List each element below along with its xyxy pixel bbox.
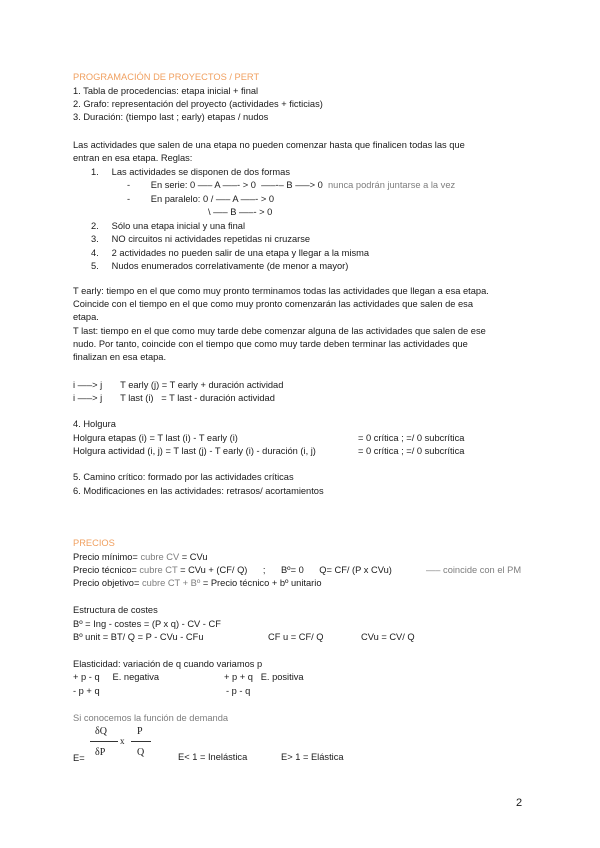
precio-objetivo-formula: = Precio técnico + bº unitario [200,578,322,588]
formula-e-label: E= [73,753,85,763]
pert-list-item-2: 2. Grafo: representación del proyecto (actividades + ficticias) [73,99,323,109]
pert-heading: PROGRAMACIÓN DE PROYECTOS / PERT [73,72,260,82]
rule-5: 5. Nudos enumerados correlativamente (de menor a mayor) [91,261,349,271]
page-number: 2 [516,797,523,809]
precio-minimo [73,551,208,563]
formula-early: i —–> j T early (j) = T early + duración actividad [73,380,284,390]
rule-3: 3. NO circuitos ni actividades repetidas ni cruzarse [91,234,311,244]
camino-critico: 5. Camino crítico: formado por las actividades críticas [73,472,294,482]
tearly-line-3: etapa. [73,312,99,322]
tlast-line-2: nudo. Por tanto, coincide con el tiempo que como muy tarde deben terminar las actividades que [73,339,468,349]
fraction-2-bar [131,741,151,742]
rule-2: 2. Sólo una etapa inicial y una final [91,221,246,231]
costes-cvu: CVu = CV/ Q [361,632,415,642]
intro-line-1: Las actividades que salen de una etapa no pueden comenzar hasta que finalicen todas las que [73,140,465,150]
serie-note: nunca podrán juntarse a la vez [328,180,456,190]
precio-minimo-value: = CVu [179,552,208,562]
holgura-etapas: Holgura etapas (i) = T last (i) - T early (i) [73,433,238,443]
holgura-etapas-result: = 0 crítica ; =/ 0 subcrítica [358,433,465,443]
elasticidad-title: Elasticidad: variación de q cuando variamos p [73,659,263,669]
costes-beneficio: Bº = Ing - costes = (P x q) - CV - CF [73,619,221,629]
fraction-1-numerator: δQ [95,726,107,737]
tearly-line-2: Coincide con el tiempo en el que como muy pronto comenzarán las actividades que salen de esa [73,299,474,309]
precio-tecnico-note: cubre CT [139,565,178,575]
fraction-1-denominator: δP [95,747,106,758]
fraction-2-numerator: P [137,726,143,737]
costes-title: Estructura de costes [73,605,158,615]
times-sign: x [120,736,125,746]
precio-minimo-note: cubre CV [140,552,180,562]
precio-tecnico-formula: = CVu + (CF/ Q) ; Bº= 0 Q= CF/ (P x CVu) [177,565,392,575]
costes-cfu: CF u = CF/ Q [268,632,324,642]
precio-minimo-label: Precio mínimo= [73,552,141,562]
modificaciones: 6. Modificaciones en las actividades: retrasos/ acortamientos [73,486,324,496]
precio-objetivo [73,577,322,589]
precio-tecnico [73,564,392,576]
intro-line-2: entran en esa etapa. Reglas: [73,153,193,163]
precio-objetivo-note: cubre CT + Bº [142,578,201,588]
elasticidad-negativa-2: - p + q [73,686,100,696]
holgura-title: 4. Holgura [73,419,116,429]
formula-last: i —–> j T last (i) = T last - duración actividad [73,393,275,403]
tlast-line-3: finalizan en esa etapa. [73,352,167,362]
elasticidad-positiva-2: - p - q [226,686,251,696]
fraction-2-denominator: Q [137,747,145,758]
elasticidad-negativa: + p - q E. negativa [73,672,160,682]
precio-tecnico-label: Precio técnico= [73,565,140,575]
elastica: E> 1 = Elástica [281,752,344,762]
elasticidad-positiva: + p + q E. positiva [224,672,304,682]
costes-beneficio-unitario: Bº unit = BT/ Q = P - CVu - CFu [73,632,204,642]
pert-list-item-3: 3. Duración: (tiempo last ; early) etapas / nudos [73,112,269,122]
demanda-note: Si conocemos la función de demanda [73,713,229,723]
rule-1: 1. Las actividades se disponen de dos formas [91,167,290,177]
pert-list-item-1: 1. Tabla de procedencias: etapa inicial + final [73,86,259,96]
fraction-1-bar [90,741,118,742]
tlast-line-1: T last: tiempo en el que como muy tarde debe comenzar alguna de las actividades que salen de ese [73,326,486,336]
rule-paralelo-1: - En paralelo: 0 / —– A —–- > 0 [127,194,275,204]
tearly-line-1: T early: tiempo en el que como muy pronto terminamos todas las actividades que llegan a esa etapa. [73,286,489,296]
precios-heading: PRECIOS [73,538,115,548]
holgura-actividad-result: = 0 crítica ; =/ 0 subcrítica [358,446,465,456]
rule-4: 4. 2 actividades no pueden salir de una etapa y llegar a la misma [91,248,370,258]
rule-paralelo-2: \ —– B —–- > 0 [208,207,273,217]
precio-objetivo-label: Precio objetivo= [73,578,142,588]
inelastica: E< 1 = Inelástica [178,752,248,762]
precio-tecnico-pm-note: —– coincide con el PM [426,565,522,575]
rule-serie: - En serie: 0 —– A —–- > 0 —–-– B —–> 0 [127,180,323,190]
holgura-actividad: Holgura actividad (i, j) = T last (j) - T early (i) - duración (i, j) [73,446,316,456]
